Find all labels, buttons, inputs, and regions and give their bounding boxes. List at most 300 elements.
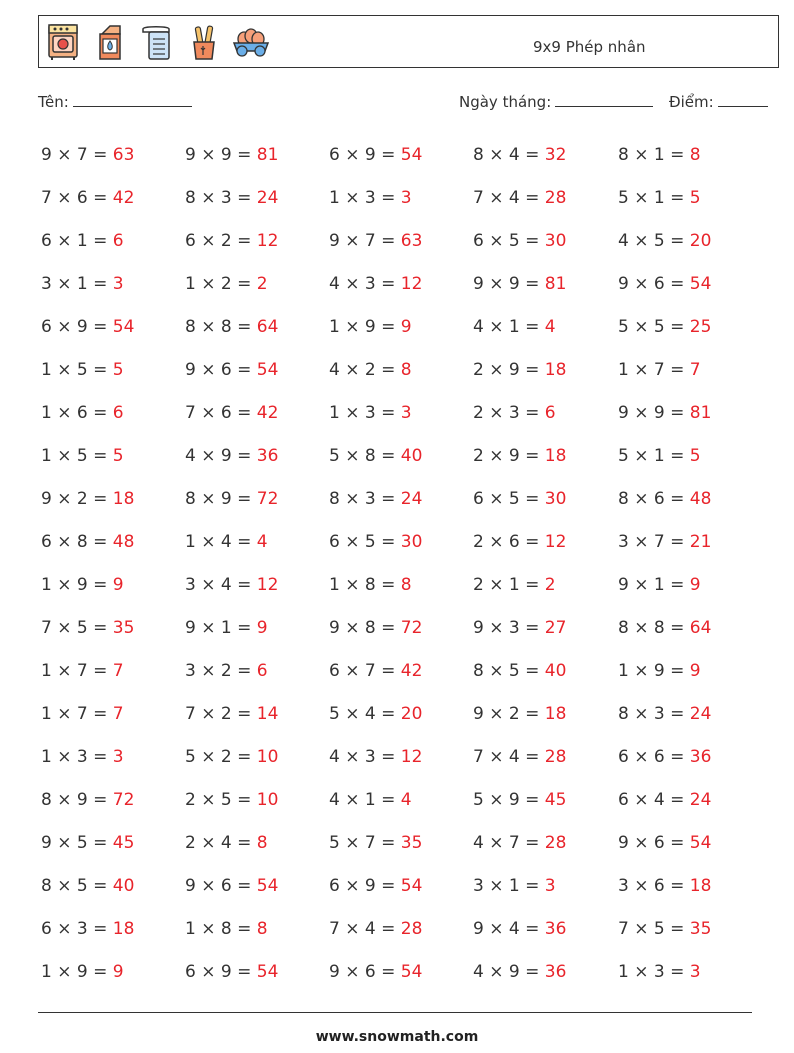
problem-answer: 12	[400, 274, 423, 294]
problem-answer: 14	[256, 704, 279, 724]
problem-cell	[185, 392, 329, 435]
problem-cell	[618, 693, 761, 736]
problem-cell	[41, 650, 185, 693]
problem-cell	[618, 607, 761, 650]
problem-answer: 36	[544, 962, 567, 982]
worksheet-title: 9x9 Phép nhân	[533, 38, 646, 56]
problem-answer: 72	[256, 489, 279, 509]
problem-question: 9 × 7 =	[329, 231, 401, 251]
problem-answer: 7	[112, 704, 124, 724]
problem-cell	[618, 521, 761, 564]
problem-answer: 64	[689, 618, 712, 638]
problem-question: 7 × 5 =	[41, 618, 113, 638]
problem-cell	[329, 650, 473, 693]
problem-answer: 9	[689, 575, 701, 595]
problem-question: 8 × 3 =	[618, 704, 690, 724]
problem-cell	[473, 564, 618, 607]
problem-question: 9 × 8 =	[329, 618, 401, 638]
problem-question: 6 × 7 =	[329, 661, 401, 681]
problem-answer: 24	[689, 704, 712, 724]
problem-answer: 40	[400, 446, 423, 466]
problem-question: 1 × 3 =	[41, 747, 113, 767]
problem-question: 8 × 9 =	[41, 790, 113, 810]
problem-answer: 12	[544, 532, 567, 552]
stove-icon	[44, 22, 82, 62]
problem-question: 6 × 5 =	[473, 231, 545, 251]
problem-answer: 32	[544, 145, 567, 165]
problem-answer: 28	[400, 919, 423, 939]
problem-question: 6 × 9 =	[185, 962, 257, 982]
problem-cell	[618, 736, 761, 779]
problem-question: 2 × 6 =	[473, 532, 545, 552]
problem-question: 3 × 7 =	[618, 532, 690, 552]
problem-question: 8 × 8 =	[185, 317, 257, 337]
problem-cell	[41, 521, 185, 564]
problem-question: 1 × 5 =	[41, 360, 113, 380]
problem-answer: 9	[256, 618, 268, 638]
problem-question: 4 × 9 =	[473, 962, 545, 982]
problem-cell	[185, 822, 329, 865]
footer-url: www.snowmath.com	[315, 1029, 479, 1045]
problem-answer: 54	[689, 274, 712, 294]
problem-answer: 45	[544, 790, 567, 810]
problem-answer: 30	[544, 231, 567, 251]
problem-cell	[41, 736, 185, 779]
problem-answer: 54	[689, 833, 712, 853]
problem-cell	[185, 951, 329, 994]
problem-question: 1 × 9 =	[329, 317, 401, 337]
problem-answer: 8	[689, 145, 701, 165]
problem-answer: 3	[689, 962, 701, 982]
footer-divider	[38, 1012, 752, 1013]
problem-cell	[473, 478, 618, 521]
problem-question: 9 × 9 =	[473, 274, 545, 294]
name-field	[38, 93, 192, 111]
problem-question: 9 × 6 =	[185, 876, 257, 896]
problem-question: 9 × 9 =	[618, 403, 690, 423]
problem-question: 5 × 5 =	[618, 317, 690, 337]
problem-answer: 2	[256, 274, 268, 294]
problem-question: 2 × 4 =	[185, 833, 257, 853]
problem-answer: 25	[689, 317, 712, 337]
date-blank[interactable]	[555, 106, 653, 107]
problem-cell	[473, 607, 618, 650]
problem-question: 1 × 3 =	[329, 188, 401, 208]
problem-cell	[41, 693, 185, 736]
problem-answer: 54	[256, 876, 279, 896]
problem-answer: 35	[112, 618, 135, 638]
worksheet-header	[38, 15, 779, 68]
problem-answer: 28	[544, 188, 567, 208]
problem-cell	[618, 306, 761, 349]
problem-cell	[473, 865, 618, 908]
problem-question: 9 × 6 =	[185, 360, 257, 380]
problem-question: 4 × 1 =	[473, 317, 545, 337]
problem-cell	[473, 521, 618, 564]
problem-question: 4 × 9 =	[185, 446, 257, 466]
problem-question: 8 × 5 =	[41, 876, 113, 896]
problem-cell	[41, 220, 185, 263]
problem-question: 1 × 9 =	[618, 661, 690, 681]
problem-answer: 54	[400, 962, 423, 982]
problem-cell	[329, 435, 473, 478]
problem-grid	[41, 134, 761, 994]
problem-question: 9 × 2 =	[41, 489, 113, 509]
problem-question: 7 × 4 =	[473, 747, 545, 767]
problem-question: 6 × 1 =	[41, 231, 113, 251]
problem-answer: 9	[689, 661, 701, 681]
problem-question: 8 × 6 =	[618, 489, 690, 509]
problem-question: 3 × 4 =	[185, 575, 257, 595]
problem-question: 9 × 1 =	[618, 575, 690, 595]
problem-answer: 18	[544, 704, 567, 724]
problem-question: 4 × 1 =	[329, 790, 401, 810]
problem-cell	[329, 263, 473, 306]
problem-question: 3 × 2 =	[185, 661, 257, 681]
problem-cell	[185, 349, 329, 392]
problem-cell	[41, 478, 185, 521]
problem-question: 9 × 2 =	[473, 704, 545, 724]
problem-cell	[473, 951, 618, 994]
problem-cell	[473, 779, 618, 822]
problem-cell	[329, 521, 473, 564]
problem-answer: 5	[689, 446, 701, 466]
problem-question: 7 × 5 =	[618, 919, 690, 939]
problem-question: 5 × 2 =	[185, 747, 257, 767]
problem-question: 1 × 6 =	[41, 403, 113, 423]
problem-cell	[185, 478, 329, 521]
problem-question: 4 × 7 =	[473, 833, 545, 853]
problem-answer: 2	[544, 575, 556, 595]
name-label: Tên:	[38, 93, 69, 111]
problem-cell	[473, 736, 618, 779]
problem-question: 9 × 6 =	[618, 833, 690, 853]
problem-cell	[473, 392, 618, 435]
problem-cell	[329, 564, 473, 607]
problem-question: 9 × 7 =	[41, 145, 113, 165]
problem-answer: 3	[400, 403, 412, 423]
problem-cell	[473, 263, 618, 306]
problem-answer: 28	[544, 833, 567, 853]
problem-cell	[41, 822, 185, 865]
problem-question: 1 × 3 =	[329, 403, 401, 423]
problem-answer: 42	[400, 661, 423, 681]
problem-answer: 5	[112, 360, 124, 380]
problem-cell	[185, 306, 329, 349]
problem-answer: 63	[112, 145, 135, 165]
problem-question: 7 × 4 =	[329, 919, 401, 939]
problem-answer: 64	[256, 317, 279, 337]
problem-answer: 24	[400, 489, 423, 509]
problem-question: 3 × 1 =	[41, 274, 113, 294]
problem-answer: 54	[256, 360, 279, 380]
problem-cell	[185, 607, 329, 650]
problem-answer: 9	[400, 317, 412, 337]
problem-cell	[329, 177, 473, 220]
problem-answer: 36	[256, 446, 279, 466]
problem-question: 4 × 2 =	[329, 360, 401, 380]
problem-answer: 18	[112, 489, 135, 509]
problem-question: 6 × 9 =	[329, 145, 401, 165]
problem-cell	[185, 736, 329, 779]
problem-answer: 20	[400, 704, 423, 724]
problem-cell	[473, 822, 618, 865]
problem-answer: 4	[544, 317, 556, 337]
bread-sticks-icon	[185, 22, 223, 62]
problem-cell	[329, 478, 473, 521]
problem-question: 6 × 6 =	[618, 747, 690, 767]
problem-answer: 5	[112, 446, 124, 466]
problem-cell	[185, 693, 329, 736]
problem-cell	[41, 908, 185, 951]
score-blank[interactable]	[718, 106, 768, 107]
problem-cell	[329, 349, 473, 392]
problem-cell	[473, 134, 618, 177]
milk-carton-icon	[91, 22, 129, 62]
egg-carton-icon	[232, 22, 270, 62]
problem-cell	[41, 349, 185, 392]
problem-answer: 45	[112, 833, 135, 853]
problem-answer: 54	[400, 876, 423, 896]
problem-cell	[329, 220, 473, 263]
problem-cell	[185, 177, 329, 220]
problem-cell	[329, 865, 473, 908]
problem-question: 1 × 3 =	[618, 962, 690, 982]
problem-question: 1 × 7 =	[41, 661, 113, 681]
problem-cell	[41, 435, 185, 478]
problem-question: 1 × 7 =	[618, 360, 690, 380]
problem-question: 4 × 3 =	[329, 747, 401, 767]
problem-question: 8 × 9 =	[185, 489, 257, 509]
problem-question: 5 × 1 =	[618, 446, 690, 466]
problem-answer: 24	[689, 790, 712, 810]
problem-cell	[618, 951, 761, 994]
problem-question: 2 × 1 =	[473, 575, 545, 595]
problem-answer: 42	[256, 403, 279, 423]
problem-cell	[618, 865, 761, 908]
name-blank[interactable]	[73, 106, 192, 107]
problem-answer: 54	[400, 145, 423, 165]
problem-question: 1 × 8 =	[329, 575, 401, 595]
problem-answer: 3	[112, 747, 124, 767]
date-label: Ngày tháng:	[459, 93, 552, 111]
problem-question: 3 × 1 =	[473, 876, 545, 896]
problem-answer: 27	[544, 618, 567, 638]
problem-question: 5 × 1 =	[618, 188, 690, 208]
problem-cell	[618, 177, 761, 220]
problem-cell	[618, 263, 761, 306]
problem-cell	[473, 349, 618, 392]
problem-question: 8 × 5 =	[473, 661, 545, 681]
problem-cell	[618, 392, 761, 435]
problem-answer: 6	[544, 403, 556, 423]
problem-cell	[41, 392, 185, 435]
problem-answer: 48	[689, 489, 712, 509]
problem-question: 1 × 5 =	[41, 446, 113, 466]
problem-question: 2 × 9 =	[473, 446, 545, 466]
problem-question: 9 × 4 =	[473, 919, 545, 939]
problem-question: 9 × 3 =	[473, 618, 545, 638]
problem-cell	[473, 220, 618, 263]
problem-answer: 30	[544, 489, 567, 509]
problem-cell	[473, 693, 618, 736]
problem-answer: 10	[256, 747, 279, 767]
problem-cell	[329, 951, 473, 994]
problem-answer: 8	[400, 575, 412, 595]
problem-answer: 12	[400, 747, 423, 767]
problem-question: 2 × 9 =	[473, 360, 545, 380]
problem-question: 1 × 8 =	[185, 919, 257, 939]
problem-question: 6 × 4 =	[618, 790, 690, 810]
problem-answer: 35	[689, 919, 712, 939]
problem-question: 5 × 7 =	[329, 833, 401, 853]
problem-cell	[185, 564, 329, 607]
problem-question: 5 × 4 =	[329, 704, 401, 724]
problem-cell	[41, 134, 185, 177]
problem-cell	[473, 908, 618, 951]
problem-question: 4 × 3 =	[329, 274, 401, 294]
problem-answer: 18	[544, 446, 567, 466]
problem-answer: 48	[112, 532, 135, 552]
problem-question: 5 × 9 =	[473, 790, 545, 810]
problem-answer: 40	[112, 876, 135, 896]
problem-answer: 81	[689, 403, 712, 423]
problem-answer: 35	[400, 833, 423, 853]
problem-cell	[41, 865, 185, 908]
problem-cell	[329, 822, 473, 865]
header-icons	[44, 22, 270, 62]
problem-answer: 6	[112, 403, 124, 423]
problem-cell	[618, 349, 761, 392]
problem-cell	[329, 908, 473, 951]
problem-question: 1 × 7 =	[41, 704, 113, 724]
problem-cell	[41, 177, 185, 220]
problem-question: 6 × 9 =	[41, 317, 113, 337]
problem-question: 8 × 3 =	[329, 489, 401, 509]
problem-cell	[329, 693, 473, 736]
problem-cell	[329, 736, 473, 779]
problem-question: 6 × 8 =	[41, 532, 113, 552]
problem-answer: 12	[256, 231, 279, 251]
problem-answer: 28	[544, 747, 567, 767]
problem-cell	[185, 134, 329, 177]
problem-question: 8 × 3 =	[185, 188, 257, 208]
problem-answer: 20	[689, 231, 712, 251]
problem-question: 1 × 2 =	[185, 274, 257, 294]
problem-cell	[329, 306, 473, 349]
problem-question: 7 × 6 =	[41, 188, 113, 208]
problem-question: 7 × 6 =	[185, 403, 257, 423]
problem-answer: 36	[544, 919, 567, 939]
problem-cell	[41, 779, 185, 822]
problem-question: 2 × 3 =	[473, 403, 545, 423]
problem-cell	[618, 134, 761, 177]
score-label: Điểm:	[669, 93, 714, 111]
problem-question: 8 × 4 =	[473, 145, 545, 165]
problem-cell	[185, 779, 329, 822]
problem-question: 9 × 1 =	[185, 618, 257, 638]
problem-answer: 72	[112, 790, 135, 810]
score-field	[669, 93, 768, 111]
problem-cell	[185, 220, 329, 263]
problem-cell	[329, 134, 473, 177]
problem-answer: 81	[256, 145, 279, 165]
problem-cell	[473, 650, 618, 693]
problem-cell	[329, 607, 473, 650]
problem-question: 4 × 5 =	[618, 231, 690, 251]
problem-cell	[473, 177, 618, 220]
problem-answer: 18	[544, 360, 567, 380]
problem-answer: 42	[112, 188, 135, 208]
problem-question: 5 × 8 =	[329, 446, 401, 466]
problem-question: 6 × 5 =	[329, 532, 401, 552]
problem-cell	[185, 908, 329, 951]
problem-cell	[41, 951, 185, 994]
problem-cell	[41, 306, 185, 349]
problem-answer: 9	[112, 962, 124, 982]
problem-cell	[185, 865, 329, 908]
problem-question: 9 × 6 =	[329, 962, 401, 982]
problem-answer: 6	[256, 661, 268, 681]
problem-question: 6 × 2 =	[185, 231, 257, 251]
problem-cell	[329, 779, 473, 822]
problem-answer: 10	[256, 790, 279, 810]
problem-question: 9 × 5 =	[41, 833, 113, 853]
problem-cell	[329, 392, 473, 435]
problem-answer: 3	[400, 188, 412, 208]
problem-cell	[185, 650, 329, 693]
problem-answer: 8	[256, 919, 268, 939]
problem-answer: 7	[112, 661, 124, 681]
problem-cell	[618, 220, 761, 263]
problem-cell	[618, 435, 761, 478]
problem-answer: 36	[689, 747, 712, 767]
problem-question: 9 × 9 =	[185, 145, 257, 165]
problem-cell	[41, 564, 185, 607]
problem-answer: 9	[112, 575, 124, 595]
problem-answer: 24	[256, 188, 279, 208]
problem-answer: 4	[400, 790, 412, 810]
problem-answer: 40	[544, 661, 567, 681]
problem-answer: 54	[256, 962, 279, 982]
problem-answer: 81	[544, 274, 567, 294]
problem-answer: 3	[112, 274, 124, 294]
problem-question: 8 × 1 =	[618, 145, 690, 165]
problem-answer: 72	[400, 618, 423, 638]
problem-answer: 18	[689, 876, 712, 896]
problem-answer: 12	[256, 575, 279, 595]
paper-towel-icon	[138, 22, 176, 62]
problem-question: 7 × 2 =	[185, 704, 257, 724]
problem-answer: 30	[400, 532, 423, 552]
problem-cell	[618, 564, 761, 607]
problem-question: 1 × 4 =	[185, 532, 257, 552]
problem-cell	[41, 607, 185, 650]
problem-cell	[185, 521, 329, 564]
problem-cell	[618, 478, 761, 521]
problem-question: 6 × 5 =	[473, 489, 545, 509]
problem-question: 3 × 6 =	[618, 876, 690, 896]
problem-question: 2 × 5 =	[185, 790, 257, 810]
date-field	[459, 93, 653, 111]
problem-question: 1 × 9 =	[41, 575, 113, 595]
problem-cell	[473, 306, 618, 349]
problem-cell	[473, 435, 618, 478]
problem-answer: 8	[400, 360, 412, 380]
problem-cell	[618, 650, 761, 693]
problem-cell	[618, 779, 761, 822]
problem-question: 1 × 9 =	[41, 962, 113, 982]
